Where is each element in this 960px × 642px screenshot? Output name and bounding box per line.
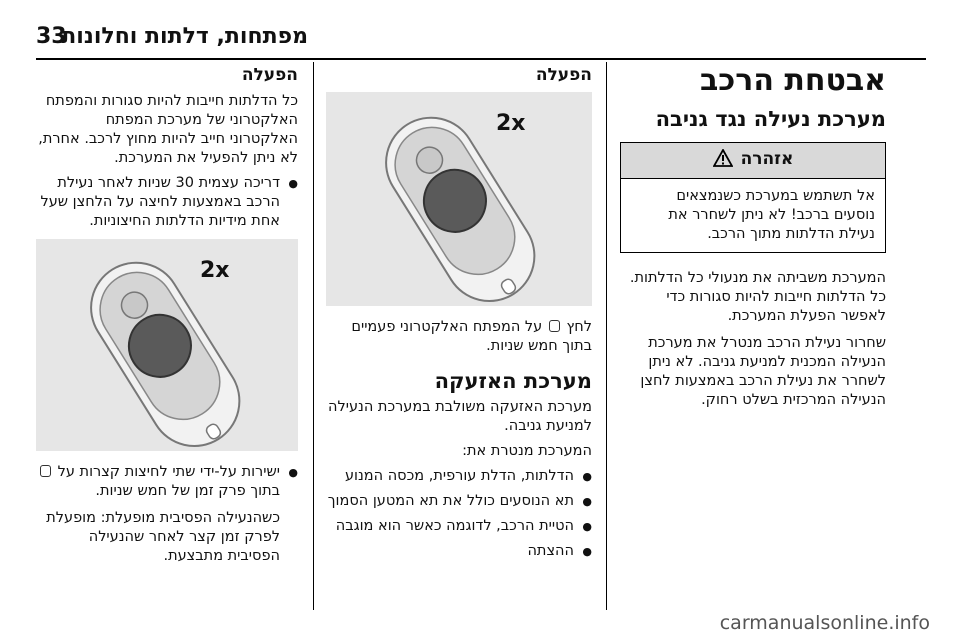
key-fob-illustration — [36, 239, 298, 451]
press-instruction — [326, 318, 592, 356]
key-fob-illustration — [326, 92, 592, 306]
paragraph: המערכת מנטרת את: — [462, 443, 592, 459]
activation-list — [36, 463, 298, 501]
warning-header — [621, 143, 885, 179]
paragraph: כשהנעילה הפסיבית מופעלת: מופעלת לפרק זמן קצר לאחר שהנעילה הפסיבית מתבצעת. — [46, 510, 280, 564]
list-item-text-end: בתוך פרק זמן של חמש שניות. — [95, 483, 280, 499]
warning-triangle-icon — [713, 149, 733, 172]
section-heading: הפעלה — [535, 65, 592, 85]
press-count-label: 2x — [200, 258, 230, 283]
watermark: carmanualsonline.info — [719, 612, 930, 634]
column-divider-right — [606, 62, 607, 610]
list-item: ● הטיית הרכב, לדוגמה כאשר הוא מוגבה — [326, 517, 592, 536]
page-header-title: מפתחות, דלתות וחלונות — [61, 24, 308, 49]
paragraph: מערכת האזעקה משולבת במערכת הנעילה למניעת גניבה. — [328, 399, 592, 434]
left-column — [36, 64, 298, 566]
warning-box — [620, 142, 886, 253]
section-title: אבטחת הרכב — [699, 63, 886, 98]
list-item: ● דריכה עצמית 30 שניות לאחר נעילת הרכב באמצעות לחיצה על הלחצן שעל אחת מידיות הדלתות החיצוניות. — [36, 174, 298, 231]
list-item: ● תא הנוסעים כולל את תא המטען הסמוך — [326, 492, 592, 511]
column-divider-left — [313, 62, 314, 610]
list-item-text-start: ישירות על-ידי שתי לחיצות קצרות על — [57, 464, 280, 480]
header-rule — [36, 58, 926, 60]
section-subtitle: מערכת נעילה נגד גניבה — [655, 107, 886, 131]
activation-list — [36, 174, 298, 231]
middle-column — [326, 64, 592, 561]
lock-icon — [40, 465, 51, 477]
warning-text: אל תשתמש במערכת כשנמצאים נוסעים ברכב! לא ניתן לשחרר את נעילת הדלתות מתוך הרכב. — [668, 188, 875, 242]
press-text-end: על המפתח האלקטרוני פעמיים בתוך חמש שניות. — [351, 319, 592, 354]
paragraph: שחרור נעילת הרכב מנטרל את מערכת הנעילה המכנית למניעת גניבה. לא ניתן לשחרר את נעילת הרכב באמצעות לחצן הנעילה המרכזית בשלט רחוק. — [640, 335, 886, 408]
page-number: 33 — [36, 24, 67, 49]
paragraph: כל הדלתות חייבות להיות סגורות והמפתח האלקטרוני של מערכת המפתח האלקטרוני חייב להיות מחוץ לרכב. אחרת, לא ניתן להפעיל את המערכת. — [38, 93, 298, 166]
press-text-start: לחץ — [566, 319, 592, 335]
alarm-title: מערכת האזעקה — [434, 369, 592, 393]
press-count-label: 2x — [496, 111, 526, 136]
key-fob-image — [36, 239, 298, 451]
section-heading: הפעלה — [241, 65, 298, 85]
list-item: ● הדלתות, הדלת עורפית, מכסה המנוע — [326, 467, 592, 486]
right-column — [620, 64, 886, 410]
key-fob-image — [326, 92, 592, 306]
warning-label: אזהרה — [740, 149, 794, 169]
paragraph: המערכת משביתה את מנעולי כל הדלתות. כל הדלתות חייבות להיות סגורות כדי לאפשר הפעלת המערכת. — [629, 270, 886, 324]
list-item — [36, 463, 298, 501]
monitored-list — [326, 467, 592, 561]
lock-icon — [549, 320, 560, 332]
list-item: ● ההצתה — [326, 542, 592, 561]
